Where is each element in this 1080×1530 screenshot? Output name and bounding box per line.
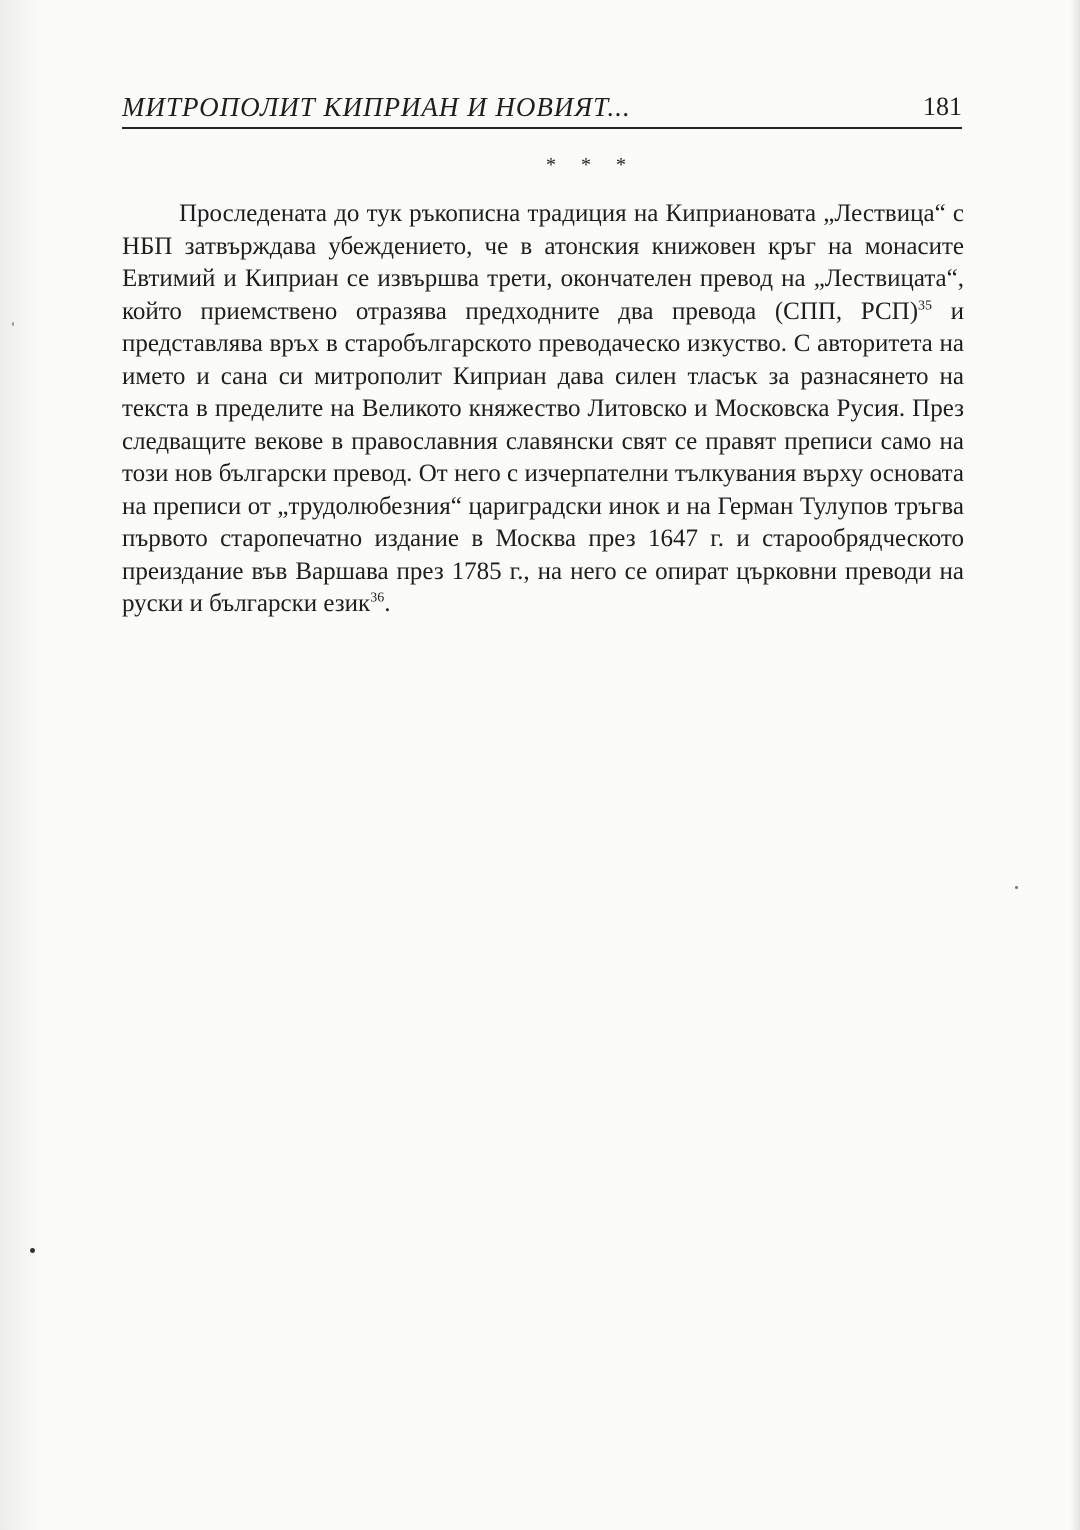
paragraph-text-part-1: Проследената до тук ръкописна традиция на Киприановата „Лествица“ с НБП затвърждава убеждението, че в атонския книжовен кръг на монасите Евтимий и Киприан се извършва трети, окончателен превод на „Лествицата“, който приемствено отразява предходните два превода (СПП, РСП) <box>122 200 964 325</box>
page-edge-shadow <box>1070 0 1080 1530</box>
page-gutter-shadow <box>0 0 44 1530</box>
scan-speck <box>12 322 14 326</box>
footnote-ref-36: 36 <box>370 590 385 606</box>
scan-speck <box>30 1248 35 1253</box>
body-paragraph <box>122 198 964 621</box>
scan-speck <box>1015 886 1018 889</box>
running-header <box>122 92 962 128</box>
section-break: * * * <box>546 154 636 176</box>
header-rule <box>122 127 962 129</box>
footnote-ref-35: 35 <box>918 298 933 314</box>
paragraph-text-end: . <box>384 590 391 617</box>
paragraph-text-part-2: и представлява връх в старобългарското преводаческо изкуство. С авторитета на името и сана си митрополит Киприан дава силен тласък за разнасянето на текста в пределите на Великото княжество Литовско и Московска Русия. През следващите векове в православния славянски свят се правят преписи само на този нов български превод. От него с изчерпателни тълкувания върху основата на преписи от „трудолюбезния“ цариградски инок и на Герман Тулупов тръгва първото старопечатно издание в Москва през 1647 г. и старообрядческото преиздание във Варшава през 1785 г., на него се опират църковни преводи на руски и български език <box>122 297 964 617</box>
running-title: МИТРОПОЛИТ КИПРИАН И НОВИЯТ... <box>122 92 631 122</box>
page-number: 181 <box>923 92 962 121</box>
